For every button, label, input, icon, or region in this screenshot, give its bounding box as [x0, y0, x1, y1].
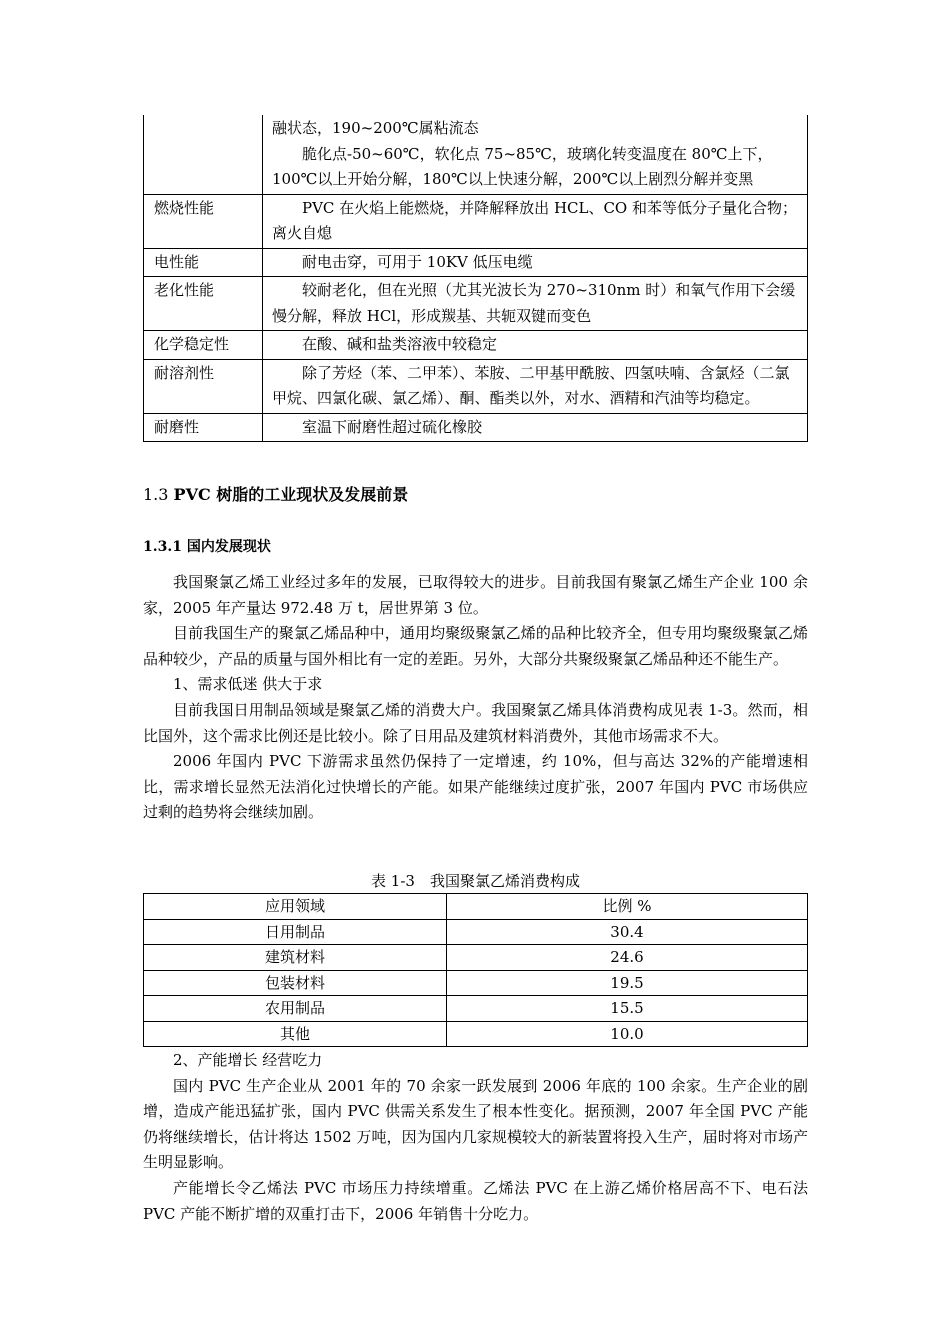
table-row: [144, 945, 808, 971]
paragraph: 国内 PVC 生产企业从 2001 年的 70 余家一跃发展到 2006 年底的 100 余家。生产企业的剧增，造成产能迅猛扩张，国内 PVC 供需关系发生了根本性变化。据预测，2007 年全国 PVC 产能仍将继续增长，估计将达 1502 万吨，因为国内几家规模较大的新装置将投入生产，届时将对市场产生明显影响。: [143, 1076, 808, 1172]
property-value: PVC 在火焰上能燃烧，并降解释放出 HCL、CO 和苯等低分子量化合物；离火自熄: [263, 194, 808, 248]
property-name: 老化性能: [144, 277, 263, 331]
properties-table: [143, 115, 808, 442]
paragraph: 产能增长令乙烯法 PVC 市场压力持续增重。乙烯法 PVC 在上游乙烯价格居高不下、电石法 PVC 产能不断扩增的双重打击下，2006 年销售十分吃力。: [143, 1178, 808, 1223]
table-cell: 15.5: [447, 996, 808, 1022]
column-header: 比例 %: [447, 894, 808, 920]
table-cell: 24.6: [447, 945, 808, 971]
table-row: [144, 331, 808, 360]
table-row: [144, 919, 808, 945]
paragraph: 我国聚氯乙烯工业经过多年的发展，已取得较大的进步。目前我国有聚氯乙烯生产企业 100 余家，2005 年产量达 972.48 万 t，居世界第 3 位。: [143, 573, 808, 617]
body-text-block: [143, 1048, 808, 1227]
table-caption: 表 1-3 我国聚氯乙烯消费构成: [371, 872, 580, 890]
subsection-heading: [143, 535, 271, 559]
property-name: 耐溶剂性: [144, 359, 263, 413]
table-cell: 10.0: [447, 1021, 808, 1047]
section-heading: [143, 482, 408, 508]
subsection-title: 国内发展现状: [186, 539, 271, 555]
property-value: 室温下耐磨性超过硫化橡胶: [263, 413, 808, 442]
table-row: [144, 1021, 808, 1047]
table-row: [144, 970, 808, 996]
section-title: PVC 树脂的工业现状及发展前景: [173, 485, 409, 504]
table-row: [144, 359, 808, 413]
property-value: 较耐老化，但在光照（尤其光波长为 270~310nm 时）和氧气作用下会缓慢分解，释放 HCl，形成羰基、共轭双键而变色: [263, 277, 808, 331]
table-header-row: [144, 894, 808, 920]
table-row: [144, 413, 808, 442]
list-heading: 1、需求低迷 供大于求: [173, 675, 323, 694]
body-text-block: [143, 570, 808, 826]
table-cell: 日用制品: [144, 919, 447, 945]
table-cell: 包装材料: [144, 970, 447, 996]
property-value: 耐电击穿，可用于 10KV 低压电缆: [263, 248, 808, 277]
table-row: [144, 248, 808, 277]
table-cell: 建筑材料: [144, 945, 447, 971]
table-row: [144, 277, 808, 331]
property-value: [263, 115, 808, 194]
table-cell: 其他: [144, 1021, 447, 1047]
table-cell: 农用制品: [144, 996, 447, 1022]
paragraph: 2006 年国内 PVC 下游需求虽然仍保持了一定增速，约 10%，但与高达 32%的产能增速相比，需求增长显然无法消化过快增长的产能。如果产能继续过度扩张，2007 年国内 PVC 市场供应过剩的趋势将会继续加剧。: [143, 752, 808, 822]
table-row: [144, 996, 808, 1022]
property-name: 燃烧性能: [144, 194, 263, 248]
property-name: 电性能: [144, 248, 263, 277]
list-heading: 2、产能增长 经营吃力: [173, 1051, 323, 1069]
column-header: 应用领域: [144, 894, 447, 920]
property-name: 耐磨性: [144, 413, 263, 442]
section-number: 1.3: [143, 485, 174, 504]
property-name: [144, 115, 263, 194]
table-cell: 19.5: [447, 970, 808, 996]
property-value: 除了芳烃（苯、二甲苯）、苯胺、二甲基甲酰胺、四氢呋喃、含氯烃（二氯甲烷、四氯化碳、氯乙烯）、酮、酯类以外，对水、酒精和汽油等均稳定。: [263, 359, 808, 413]
property-name: 化学稳定性: [144, 331, 263, 360]
subsection-number: 1.3.1: [143, 539, 187, 555]
table-row: [144, 194, 808, 248]
property-line: 脆化点-50~60℃，软化点 75~85℃，玻璃化转变温度在 80℃上下，100℃以上开始分解，180℃以上快速分解，200℃以上剧烈分解并变黑: [272, 144, 773, 188]
consumption-table: [143, 893, 808, 1047]
table-row: [144, 115, 808, 194]
paragraph: 目前我国日用制品领域是聚氯乙烯的消费大户。我国聚氯乙烯具体消费构成见表 1-3。然而，相比国外，这个需求比例还是比较小。除了日用品及建筑材料消费外，其他市场需求不大。: [143, 700, 808, 745]
paragraph: 目前我国生产的聚氯乙烯品种中，通用均聚级聚氯乙烯的品种比较齐全，但专用均聚级聚氯乙烯品种较少，产品的质量与国外相比有一定的差距。另外，大部分共聚级聚氯乙烯品种还不能生产。: [143, 624, 808, 668]
property-line: 融状态，190~200℃属粘流态: [272, 119, 479, 137]
table-cell: 30.4: [447, 919, 808, 945]
property-value: 在酸、碱和盐类溶液中较稳定: [263, 331, 808, 360]
